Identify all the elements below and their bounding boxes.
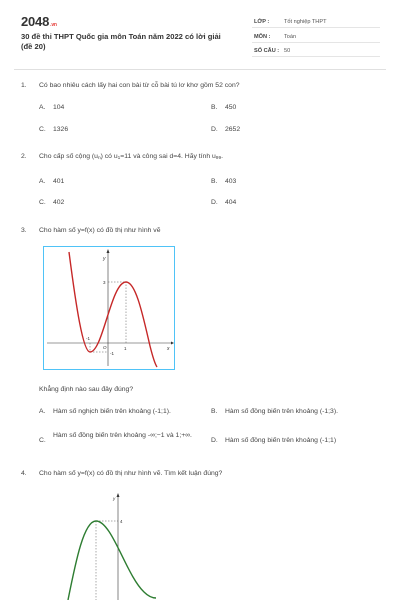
option-label: B. <box>211 104 218 111</box>
question-number: 2. <box>21 153 27 160</box>
meta-grade-key: LỚP : <box>254 19 270 25</box>
function-curve <box>68 521 156 600</box>
meta-count-key: SỐ CÂU : <box>254 48 280 54</box>
y-axis-arrow-icon <box>117 493 120 497</box>
document-title: 30 đề thi THPT Quốc gia môn Toán năm 2022 có lời giải (đề 20) <box>21 32 221 51</box>
text-part: =11 và công sai d=4. Hãy tính u <box>120 153 216 160</box>
option-label: D. <box>211 199 218 206</box>
option-text: Hàm số nghịch biến trên khoảng (-1;1). <box>53 408 171 415</box>
question-number: 1. <box>21 82 27 89</box>
option-text: 404 <box>225 199 237 206</box>
meta-count-value: 50 <box>284 48 291 54</box>
y-axis-label: y <box>103 256 106 262</box>
option-label: D. <box>211 126 218 133</box>
text-part: ) có u <box>100 153 118 160</box>
x-axis-label: x <box>167 346 170 352</box>
question-number: 4. <box>21 470 27 477</box>
text-part: Cho cấp số cộng (u <box>39 153 98 160</box>
subscript: 1 <box>117 156 121 161</box>
option-label: C. <box>39 199 46 206</box>
question-text: Có bao nhiêu cách lấy hai con bài từ cỗ bài tú lơ khơ gồm 52 con? <box>39 82 240 89</box>
y-axis-label: y <box>113 496 116 501</box>
option-text: 401 <box>53 178 65 185</box>
question-text: Cho hàm số y=f(x) có đồ thị như hình vẽ <box>39 227 161 234</box>
function-graph-q3 <box>43 246 175 370</box>
function-graph-q4 <box>44 490 190 600</box>
option-label: C. <box>39 126 46 133</box>
option-text: 2652 <box>225 126 241 133</box>
option-text: 104 <box>53 104 65 111</box>
meta-subject-value: Toán <box>284 34 297 40</box>
logo[interactable] <box>21 14 57 29</box>
subscript: 99 <box>215 156 222 161</box>
option-label: B. <box>211 408 218 415</box>
tick-label-y-minus1: -1 <box>110 351 115 356</box>
meta-subject-key: MÔN : <box>254 34 271 40</box>
subscript: n <box>97 156 101 161</box>
logo-suffix: .vn <box>50 22 57 28</box>
option-label: A. <box>39 178 46 185</box>
logo-text: 2048 <box>21 14 50 29</box>
text-part: . <box>221 153 224 160</box>
header <box>0 0 400 66</box>
meta-grade-value: Tốt nghiệp THPT <box>284 19 327 25</box>
meta-subject <box>252 30 380 43</box>
meta-count <box>252 44 380 57</box>
option-label: A. <box>39 104 46 111</box>
question-prompt: Khẳng định nào sau đây đúng? <box>39 386 134 393</box>
tick-label-y-4: 4 <box>120 519 123 524</box>
option-text: Hàm số đồng biến trên khoảng (-1;1) <box>225 437 337 444</box>
question-number: 3. <box>21 227 27 234</box>
tick-label-y-3: 3 <box>103 280 106 285</box>
tick-label-x-minus1: -1 <box>86 336 91 341</box>
option-text: Hàm số đồng biến trên khoảng (-1;3). <box>225 408 338 415</box>
meta-grade <box>252 15 380 28</box>
tick-label-x-1: 1 <box>124 346 127 351</box>
option-label: C. <box>39 437 46 444</box>
option-label: A. <box>39 408 46 415</box>
option-label: B. <box>211 178 218 185</box>
header-divider <box>14 69 386 70</box>
origin-label: O <box>103 345 107 350</box>
option-label: D. <box>211 437 218 444</box>
option-text: 1326 <box>53 126 69 133</box>
option-text: 450 <box>225 104 237 111</box>
graph-frame <box>44 247 175 370</box>
question-text: Cho hàm số y=f(x) có đồ thị như hình vẽ. Tìm kết luận đúng? <box>39 470 223 477</box>
question-text <box>39 153 223 161</box>
option-text: 403 <box>225 178 237 185</box>
option-text: 402 <box>53 199 65 206</box>
option-text: Hàm số đồng biến trên khoảng -∞;−1 và 1;+∞. <box>53 432 192 439</box>
